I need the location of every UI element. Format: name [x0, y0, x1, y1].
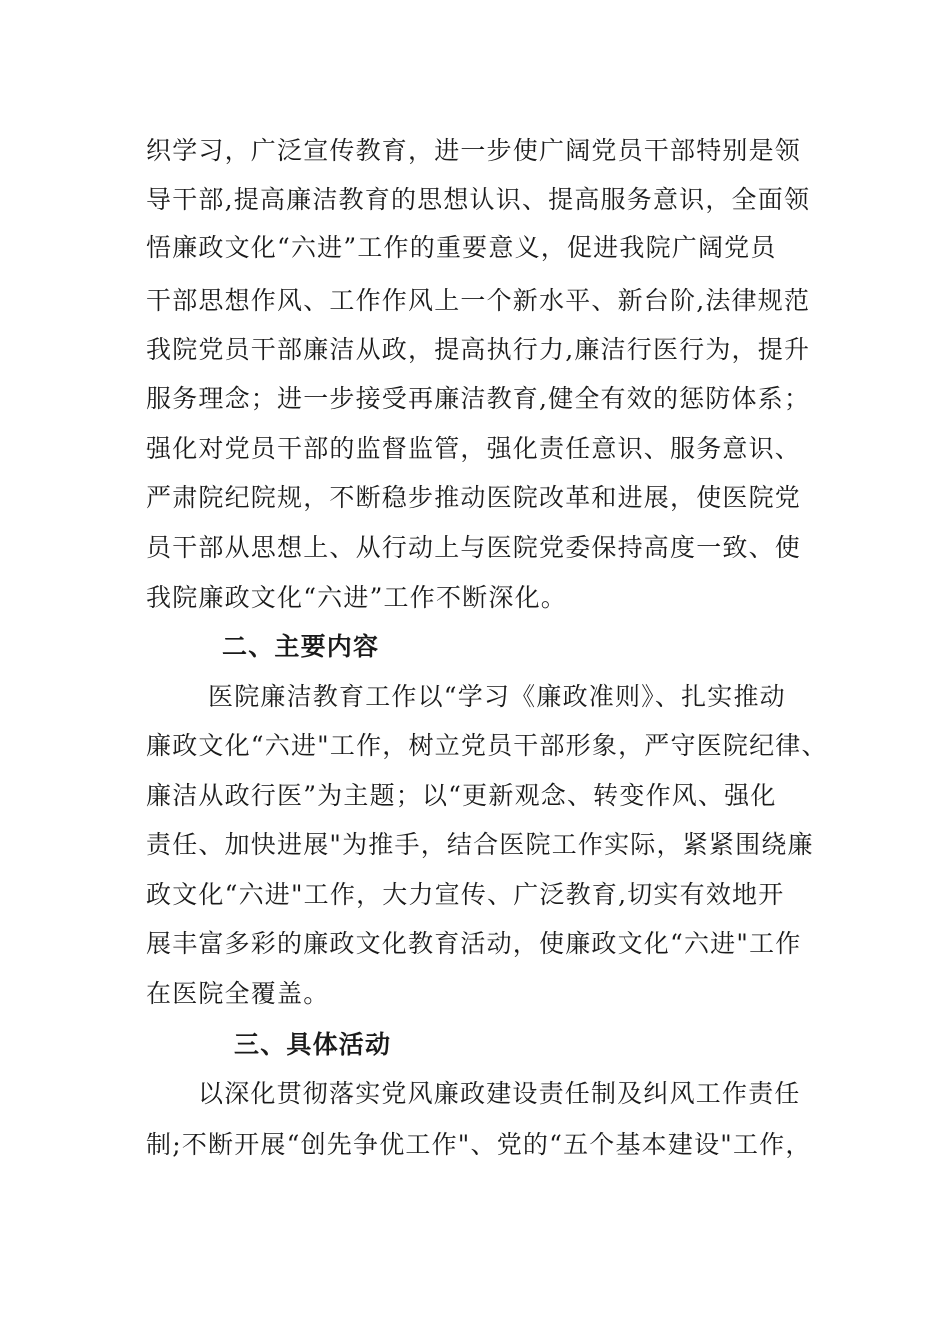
paragraph-line: 严肃院纪院规，不断稳步推动医院改革和进展，使医院党	[146, 483, 802, 512]
paragraph-line: 廉政文化“六进"工作，树立党员干部形象，严守医院纪律、	[146, 731, 828, 760]
paragraph-line: 悟廉政文化“六进”工作的重要意义，促进我院广阔党员	[146, 233, 777, 262]
paragraph-line: 责任、加快进展"为推手，结合医院工作实际，紧紧围绕廉	[146, 830, 814, 859]
paragraph-line: 服务理念；进一步接受再廉洁教育,健全有效的惩防体系；	[146, 384, 811, 413]
paragraph-line: 在医院全覆盖。	[146, 979, 330, 1008]
paragraph-line: 织学习，广泛宣传教育，进一步使广阔党员干部特别是领	[146, 136, 802, 165]
paragraph-line: 政文化“六进"工作，大力宣传、广泛教育,切实有效地开	[146, 880, 785, 909]
paragraph-line: 展丰富多彩的廉政文化教育活动，使廉政文化“六进"工作	[146, 929, 802, 958]
paragraph-line: 我院廉政文化“六进”工作不断深化。	[146, 583, 567, 612]
section-heading: 二、主要内容	[222, 632, 380, 661]
paragraph-line: 以深化贯彻落实党风廉政建设责任制及纠风工作责任	[198, 1079, 801, 1108]
paragraph-line: 干部思想作风、工作作风上一个新水平、新台阶,法律规范	[146, 286, 811, 315]
paragraph-line: 导干部,提高廉洁教育的思想认识、提高服务意识，全面领	[146, 185, 811, 214]
paragraph-line: 医院廉洁教育工作以“学习《廉政准则》、扎实推动	[208, 682, 786, 711]
paragraph-line: 员干部从思想上、从行动上与医院党委保持高度一致、使	[146, 533, 802, 562]
paragraph-line: 廉洁从政行医”为主题；以“更新观念、转变作风、强化	[146, 781, 777, 810]
section-heading: 三、具体活动	[234, 1030, 392, 1059]
paragraph-line: 我院党员干部廉洁从政，提高执行力,廉洁行医行为，提升	[146, 335, 811, 364]
paragraph-line: 强化对党员干部的监督监管，强化责任意识、服务意识、	[146, 434, 802, 463]
paragraph-line: 制;不断开展“创先争优工作"、党的“五个基本建设"工作，	[146, 1130, 812, 1159]
